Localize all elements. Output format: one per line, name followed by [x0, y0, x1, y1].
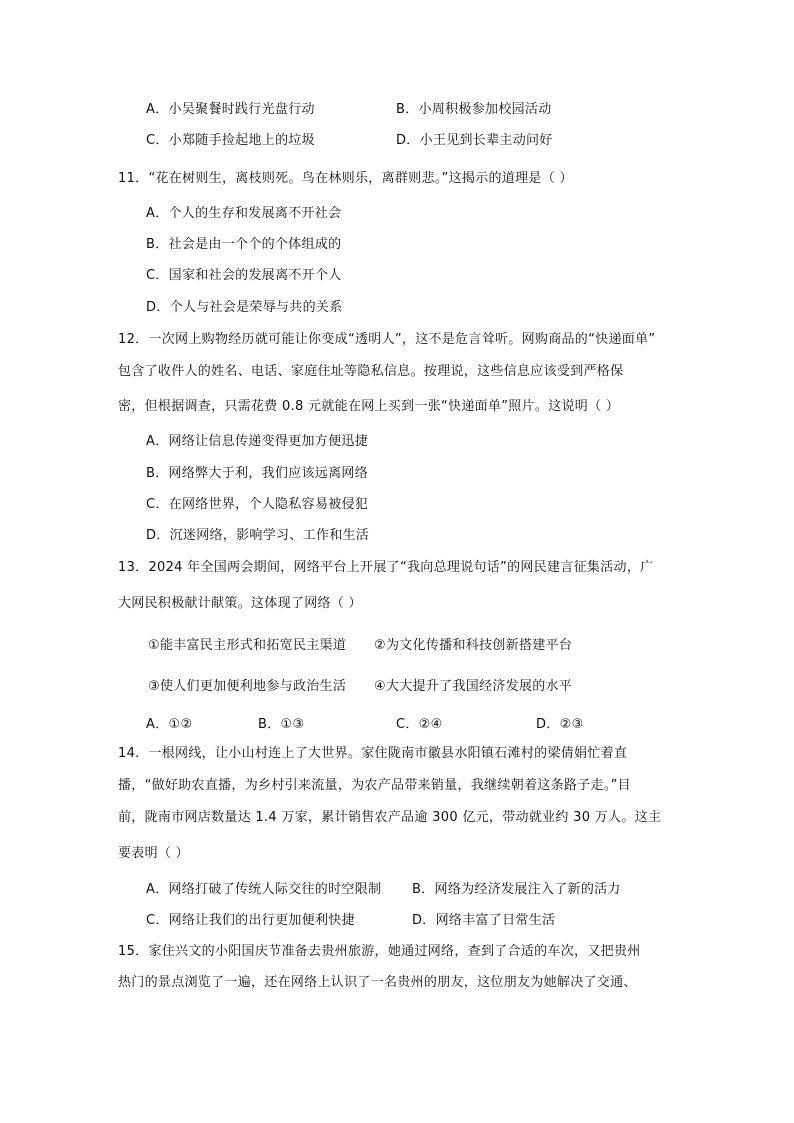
- q13-statement-4: ④大大提升了我国经济发展的水平: [374, 679, 573, 694]
- q12-stem-line-1: 12．一次网上购物经历就可能让你变成“透明人”，这不是危言耸听。网购商品的“快递面单”: [118, 332, 656, 347]
- q12-stem-line-3: 密，但根据调查，只需花费 0.8 元就能在网上买到一张“快递面单”照片。这说明（ ）: [118, 399, 620, 414]
- q15-stem-line-2: 热门的景点浏览了一遍，还在网络上认识了一名贵州的朋友，这位朋友为她解决了交通、: [118, 975, 637, 990]
- q13-stem-line-2: 大网民积极献计献策。这体现了网络（ ）: [118, 596, 362, 611]
- q14-stem-line-3: 前，陇南市网店数量达 1.4 万家，累计销售农产品逾 300 亿元，带动就业约 30 万人。这主: [118, 810, 662, 825]
- q14-stem-line-1: 14．一根网线，让小山村连上了大世界。家住陇南市徽县水阳镇石滩村的梁倩娟忙着直: [118, 746, 628, 761]
- q13-statement-1: ①能丰富民主形式和拓宽民主渠道: [148, 638, 347, 653]
- q10-option-b: B．小周积极参加校园活动: [396, 102, 552, 117]
- q10-option-a: A．小吴聚餐时践行光盘行动: [146, 102, 315, 117]
- q12-option-b: B．网络弊大于利，我们应该远离网络: [146, 466, 369, 481]
- q13-stem-line-1: 13．2024 年全国两会期间，网络平台上开展了“我向总理说句话”的网民建言征集活动，广: [118, 560, 654, 575]
- q10-option-d: D．小王见到长辈主动问好: [396, 133, 553, 148]
- q13-option-b: B．①③: [258, 717, 305, 732]
- q15-stem-line-1: 15．家住兴文的小阳国庆节准备去贵州旅游，她通过网络，查到了合适的车次，又把贵州: [118, 944, 641, 959]
- q13-option-c: C．②④: [396, 717, 443, 732]
- q12-option-c: C．在网络世界，个人隐私容易被侵犯: [146, 497, 369, 512]
- q14-option-b: B．网络为经济发展注入了新的活力: [412, 882, 621, 897]
- q11-option-b: B．社会是由一个个的个体组成的: [146, 237, 342, 252]
- q12-option-a: A．网络让信息传递变得更加方便迅捷: [146, 434, 368, 449]
- q11-option-c: C．国家和社会的发展离不开个人: [146, 268, 342, 283]
- q13-statement-2: ②为文化传播和科技创新搭建平台: [374, 638, 573, 653]
- q11-option-d: D．个人与社会是荣辱与共的关系: [146, 300, 343, 315]
- q11-stem: 11．“花在树则生，离枝则死。鸟在林则乐，离群则悲。”这揭示的道理是（ ）: [118, 171, 573, 186]
- q14-stem-line-2: 播，“做好助农直播，为乡村引来流量，为农产品带来销量，我继续朝着这条路子走。”目: [118, 778, 631, 793]
- q12-stem-line-2: 包含了收件人的姓名、电话、家庭住址等隐私信息。按理说，这些信息应该受到严格保: [118, 364, 624, 379]
- q14-option-c: C．网络让我们的出行更加便利快捷: [146, 913, 355, 928]
- q13-option-a: A．①②: [146, 717, 193, 732]
- q13-statement-3: ③使人们更加便利地参与政治生活: [148, 679, 347, 694]
- q14-option-a: A．网络打破了传统人际交往的时空限制: [146, 882, 382, 897]
- q12-option-d: D．沉迷网络，影响学习、工作和生活: [146, 528, 370, 543]
- q10-option-c: C．小郑随手捡起地上的垃圾: [146, 133, 315, 148]
- q14-stem-line-4: 要表明（ ）: [118, 846, 189, 861]
- q11-option-a: A．个人的生存和发展离不开社会: [146, 206, 342, 221]
- q13-option-d: D．②③: [536, 717, 584, 732]
- q14-option-d: D．网络丰富了日常生活: [412, 913, 556, 928]
